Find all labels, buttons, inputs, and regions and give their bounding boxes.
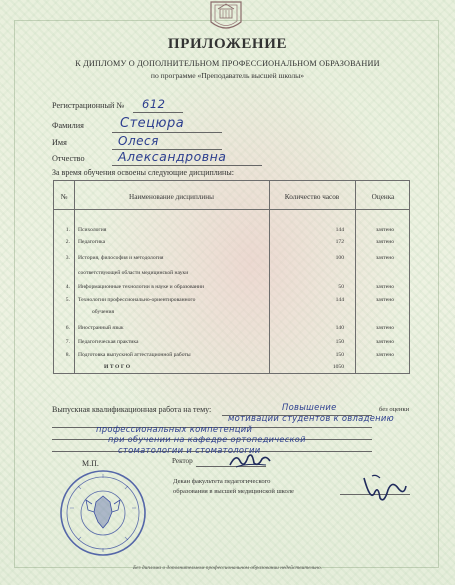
row-grade: зачтено [376,325,394,331]
row-hours: 150 [335,339,344,345]
row-num: 3. [65,255,70,261]
row-hours: 140 [335,325,344,331]
row-discipline: Педагогическая практика [78,339,139,345]
patronymic-label: Отчество [52,154,85,163]
thesis-topic-line: Повышение [282,402,337,412]
document-title: ПРИЛОЖЕНИЕ [167,36,288,52]
row-grade: зачтено [376,352,394,358]
footer-note: Без диплома о дополнительном профессиональном образовании недействительно. [132,565,322,571]
dean-title [173,477,294,497]
header-grade: Оценка [371,193,395,201]
name-value: Олеся [118,134,159,148]
header-discipline: Наименование дисциплины [129,193,214,201]
row-hours: 100 [335,255,344,261]
registration-label: Регистрационный № [52,101,125,110]
name-field [52,138,67,147]
row-discipline: Иностранный язык [78,325,124,331]
row-num: 1. [65,227,70,233]
thesis-topic-line: при обучении на кафедре ортопедической [108,434,306,444]
emblem-icon [203,0,249,34]
name-label: Имя [52,138,67,147]
row-discipline: Информационные технологии в науке и образовании [78,284,205,290]
row-hours: 150 [335,352,344,358]
row-discipline: Педагогика [78,239,106,245]
rector-signature-icon [226,449,274,471]
surname-label: Фамилия [52,121,84,130]
row-num: 2. [65,239,70,245]
thesis-label: Выпускная квалификационная работа на тему: [52,405,212,414]
document-subtitle: К ДИПЛОМУ О ДОПОЛНИТЕЛЬНОМ ПРОФЕССИОНАЛЬНОМ ОБРАЗОВАНИИ [75,59,380,68]
row-num: 5. [65,297,70,303]
thesis-topic-line: стоматологии и стоматологии [118,445,261,455]
patronymic-field [52,154,85,163]
mp-label: М.П. [82,459,99,468]
row-discipline-cont: обучения [92,309,115,315]
seal-stamp-icon [58,468,148,558]
header-num: № [60,193,68,201]
row-hours: 144 [335,297,344,303]
registration-value: 612 [142,97,166,111]
row-discipline: Технологии профессионально-ориентированного [78,297,196,303]
row-grade: зачтено [376,255,394,261]
registration-field [52,101,124,110]
row-discipline: История, философия и методология [78,255,164,261]
row-num: 8. [65,352,70,358]
surname-value: Стецюра [120,116,185,131]
row-discipline: Психология [78,227,107,233]
row-hours: 50 [338,284,344,290]
thesis-topic-line: мотивации студентов к овладению [228,413,395,423]
header-divider [54,209,409,210]
registration-underline [133,112,183,113]
row-grade: зачтено [376,297,394,303]
row-grade: зачтено [376,227,394,233]
dean-title-line: образования в высшей медицинской школе [173,488,294,495]
row-discipline-cont: соответствующей области медицинской науки [78,270,189,276]
row-hours: 144 [335,227,344,233]
header-hours: Количество часов [284,193,340,201]
rector-label: Ректор [172,457,193,465]
total-label: ИТОГО [104,364,132,370]
thesis-topic-line: профессиональных компетенций [96,424,253,434]
disciplines-table [53,180,410,374]
row-grade: зачтено [376,239,394,245]
program-name: по программе «Преподаватель высшей школы» [150,71,305,80]
row-num: 7. [65,339,70,345]
dean-title-line: Декан факультета педагогического [173,478,271,485]
surname-underline [112,132,222,133]
row-num: 4. [65,284,70,290]
surname-field [52,121,84,130]
disciplines-intro: За время обучения освоены следующие дисциплины: [52,168,234,177]
dean-signature-icon [358,470,410,506]
row-hours: 172 [335,239,344,245]
row-grade: зачтено [376,339,394,345]
patronymic-underline [112,165,262,166]
thesis-grade: без оценки [379,406,410,413]
row-num: 6. [65,325,70,331]
row-discipline: Подготовка выпускной аттестационной работы [78,352,191,358]
total-hours: 1050 [332,364,344,370]
patronymic-value: Александровна [118,149,227,164]
row-grade: зачтено [376,284,394,290]
